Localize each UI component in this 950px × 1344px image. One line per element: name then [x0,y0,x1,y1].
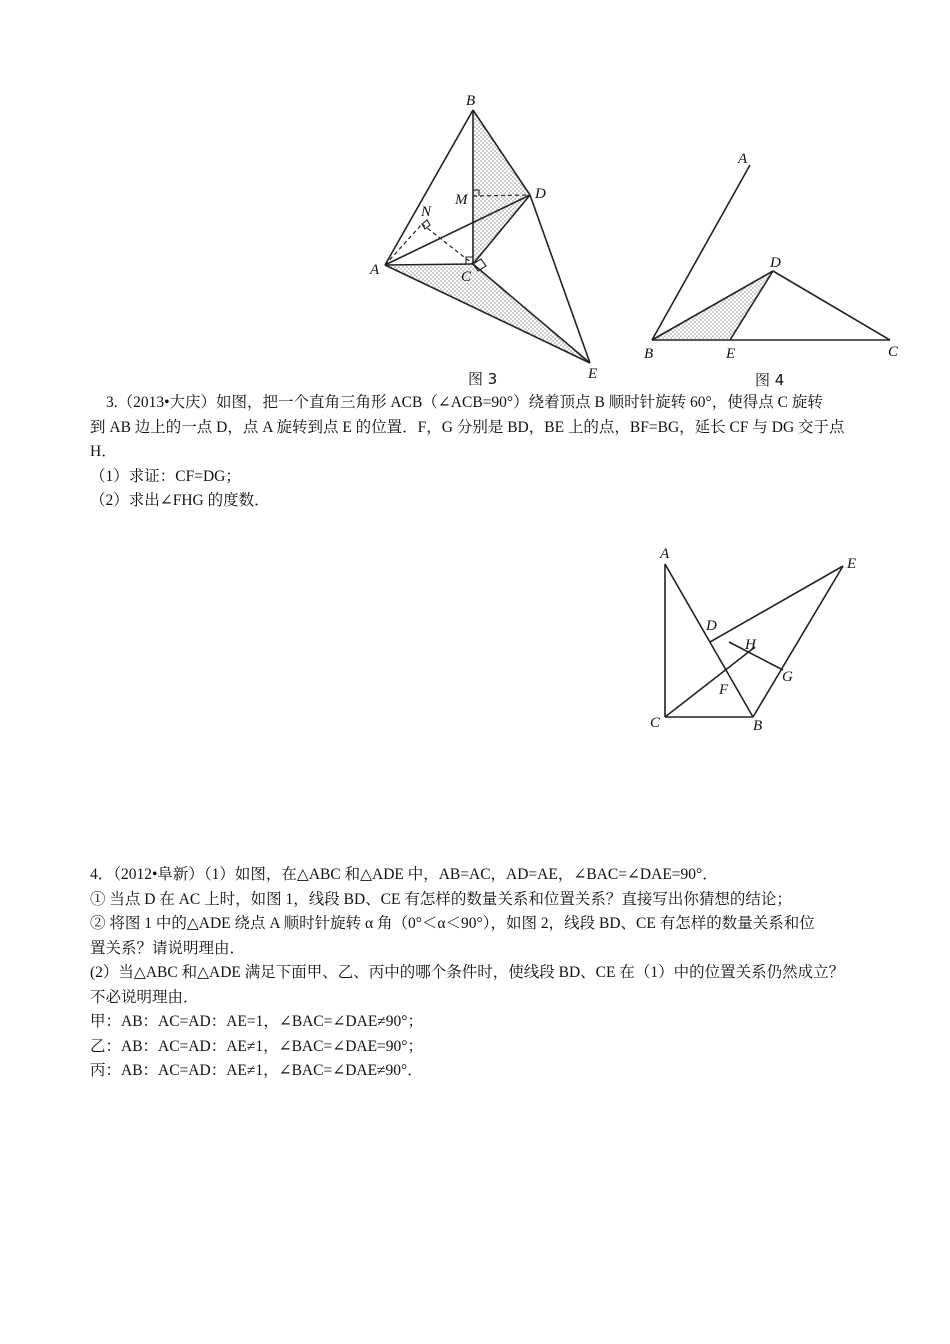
problem-4-line-1: 4．（2012•阜新）（1）如图，在△ABC 和△ADE 中，AB=AC，AD=AE，∠BAC=∠DAE=90°． [90,866,718,883]
label-c: C [461,269,472,285]
problem-4-line-2: ① 当点 D 在 AC 上时，如图 1，线段 BD、CE 有怎样的数量关系和位置关系？直接写出你猜想的结论； [90,890,792,908]
problem-4-option-bing: 丙：AB：AC=AD：AE≠1，∠BAC=∠DAE≠90°． [90,1062,423,1079]
label-c: C [888,344,899,360]
problem-4-option-jia: 甲：AB：AC=AD：AE=1，∠BAC=∠DAE≠90°； [90,1013,423,1030]
problem-4-option-yi: 乙：AB：AC=AD：AE≠1，∠BAC=∠DAE=90°； [90,1037,423,1055]
label-e: E [847,556,857,572]
label-e: E [726,346,736,362]
label-a: A [660,546,670,562]
label-a: A [370,262,380,278]
label-n: N [421,204,432,220]
label-b: B [466,93,476,109]
problem-4 [90,863,844,1084]
problem-4-line-6: 不必说明理由． [90,988,199,1006]
shaded-triangle-bcd [473,110,530,264]
problem-4-line-4: 置关系？请说明理由． [90,939,246,957]
label-d: D [770,255,781,271]
label-h: H [745,637,756,653]
label-f: F [719,682,729,698]
problem-3-line-1: 3.（2013•大庆）如图，把一个直角三角形 ACB（∠ACB=90°）绕着顶点 B 顺时针旋转 60°，使得点 C 旋转 [106,394,823,411]
problem-4-line-5: (2）当△ABC 和△ADE 满足下面甲、乙、丙中的哪个条件时，使线段 BD、CE 在（1）中的位置关系仍然成立？ [90,964,845,981]
label-a: A [738,151,748,167]
label-m: M [455,192,468,208]
problem-3-question-1: （1）求证：CF=DG； [90,467,241,485]
label-b: B [644,346,654,362]
label-g: G [782,669,793,685]
problem-3-question-2: （2）求出∠FHG 的度数． [90,492,270,509]
figure-4-caption: 图 4 [755,371,785,389]
label-b: B [753,718,763,734]
figure-problem-3 [640,540,880,740]
problem-3 [90,391,845,514]
figure-4 [630,145,920,390]
label-e: E [588,366,598,382]
problem-4-line-3: ② 将图 1 中的△ADE 绕点 A 顺时针旋转 α 角（0°＜α＜90°），如图 2，线段 BD、CE 有怎样的数量关系和位 [90,915,815,932]
problem-3-line-3: H． [90,443,117,460]
label-c: C [650,715,661,731]
label-d: D [535,186,546,202]
label-d: D [706,618,717,634]
figure-3-caption: 图 3 [468,370,498,388]
figure-3 [360,88,620,388]
problem-3-line-2: 到 AB 边上的一点 D，点 A 旋转到点 E 的位置．F，G 分别是 BD，BE 上的点，BF=BG，延长 CF 与 DG 交于点 [90,418,845,436]
